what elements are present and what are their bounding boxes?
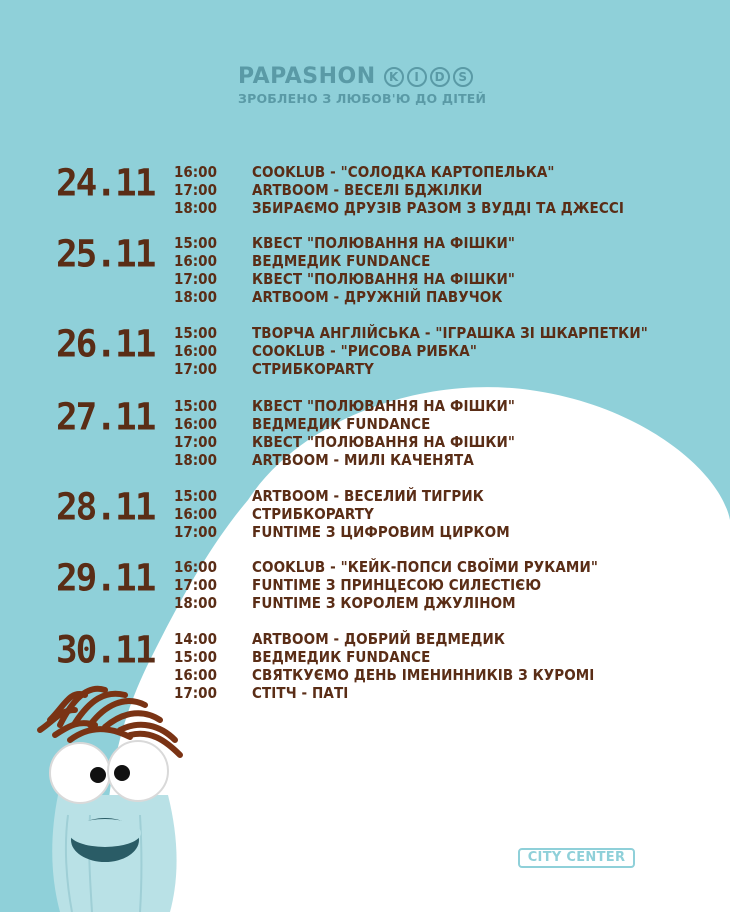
event-title: ARTBOOM - ДОБРИЙ ВЕДМЕДИК [252, 630, 505, 648]
event-row [0, 199, 730, 217]
event-row [0, 594, 730, 612]
event-title: СТРИБКОPARTY [252, 505, 374, 523]
event-row [0, 397, 730, 415]
day-date: 27.11 [56, 395, 155, 440]
sock-puppet-mascot [30, 665, 210, 912]
event-time: 17:00 [174, 433, 217, 451]
event-row [0, 252, 730, 270]
event-row [0, 163, 730, 181]
event-time: 16:00 [174, 505, 217, 523]
brand-name: PAPASHON [238, 64, 376, 89]
event-title: КВЕСТ "ПОЛЮВАННЯ НА ФІШКИ" [252, 433, 516, 451]
event-row [0, 415, 730, 433]
event-row [0, 576, 730, 594]
event-time: 15:00 [174, 397, 217, 415]
kids-letter: D [430, 67, 450, 87]
kids-badges [384, 67, 473, 87]
event-title: FUNTIME З ЦИФРОВИМ ЦИРКОМ [252, 523, 510, 541]
event-title: ЗБИРАЄМО ДРУЗІВ РАЗОМ З ВУДДІ ТА ДЖЕССІ [252, 199, 624, 217]
event-row [0, 523, 730, 541]
event-time: 14:00 [174, 630, 217, 648]
event-row [0, 648, 730, 666]
event-title: ARTBOOM - ДРУЖНІЙ ПАВУЧОК [252, 288, 503, 306]
event-time: 17:00 [174, 270, 217, 288]
city-center-logo: CITY CENTER [518, 848, 635, 868]
event-time: 17:00 [174, 523, 217, 541]
event-title: COOKLUB - "КЕЙК-ПОПСИ СВОЇМИ РУКАМИ" [252, 558, 598, 576]
event-title: СТРИБКОPARTY [252, 360, 374, 378]
kids-letter: I [407, 67, 427, 87]
event-title: FUNTIME З ПРИНЦЕСОЮ СИЛЕСТІЄЮ [252, 576, 542, 594]
event-title: ВЕДМЕДИК FUNDANCE [252, 252, 431, 270]
event-time: 18:00 [174, 451, 217, 469]
event-time: 15:00 [174, 487, 217, 505]
day-date: 25.11 [56, 232, 155, 277]
event-row [0, 270, 730, 288]
event-row [0, 558, 730, 576]
event-row [0, 360, 730, 378]
event-row [0, 451, 730, 469]
event-title: КВЕСТ "ПОЛЮВАННЯ НА ФІШКИ" [252, 270, 516, 288]
event-row [0, 324, 730, 342]
event-title: COOKLUB - "СОЛОДКА КАРТОПЕЛЬКА" [252, 163, 555, 181]
event-title: СТІТЧ - ПАТІ [252, 684, 349, 702]
event-title: ARTBOOM - ВЕСЕЛІ БДЖІЛКИ [252, 181, 483, 199]
event-row [0, 234, 730, 252]
event-time: 16:00 [174, 415, 217, 433]
event-title: ARTBOOM - ВЕСЕЛИЙ ТИГРИК [252, 487, 484, 505]
event-title: COOKLUB - "РИСОВА РИБКА" [252, 342, 477, 360]
event-time: 15:00 [174, 324, 217, 342]
event-time: 18:00 [174, 288, 217, 306]
event-row [0, 288, 730, 306]
event-time: 16:00 [174, 558, 217, 576]
event-title: КВЕСТ "ПОЛЮВАННЯ НА ФІШКИ" [252, 234, 516, 252]
event-title: ТВОРЧА АНГЛІЙСЬКА - "ІГРАШКА ЗІ ШКАРПЕТКИ" [252, 324, 648, 342]
event-time: 15:00 [174, 648, 217, 666]
brand-tagline: ЗРОБЛЕНО З ЛЮБОВ'Ю ДО ДІТЕЙ [238, 91, 487, 106]
event-time: 16:00 [174, 666, 217, 684]
event-time: 17:00 [174, 181, 217, 199]
event-title: ВЕДМЕДИК FUNDANCE [252, 648, 431, 666]
day-date: 26.11 [56, 322, 155, 367]
event-time: 18:00 [174, 199, 217, 217]
event-title: ARTBOOM - МИЛІ КАЧЕНЯТА [252, 451, 474, 469]
event-row [0, 181, 730, 199]
event-time: 17:00 [174, 576, 217, 594]
event-row [0, 630, 730, 648]
day-date: 29.11 [56, 556, 155, 601]
day-date: 30.11 [56, 628, 155, 673]
event-row [0, 433, 730, 451]
day-date: 24.11 [56, 161, 155, 206]
brand-logo [238, 64, 538, 106]
day-date: 28.11 [56, 485, 155, 530]
event-time: 15:00 [174, 234, 217, 252]
event-title: FUNTIME З КОРОЛЕМ ДЖУЛІНОМ [252, 594, 516, 612]
event-row [0, 487, 730, 505]
event-title: СВЯТКУЄМО ДЕНЬ ІМЕНИННИКІВ З КУРОМІ [252, 666, 595, 684]
kids-letter: K [384, 67, 404, 87]
event-row [0, 505, 730, 523]
event-row [0, 342, 730, 360]
kids-letter: S [453, 67, 473, 87]
event-time: 17:00 [174, 684, 217, 702]
event-time: 18:00 [174, 594, 217, 612]
event-time: 17:00 [174, 360, 217, 378]
event-time: 16:00 [174, 342, 217, 360]
event-time: 16:00 [174, 252, 217, 270]
event-time: 16:00 [174, 163, 217, 181]
event-title: КВЕСТ "ПОЛЮВАННЯ НА ФІШКИ" [252, 397, 516, 415]
event-title: ВЕДМЕДИК FUNDANCE [252, 415, 431, 433]
